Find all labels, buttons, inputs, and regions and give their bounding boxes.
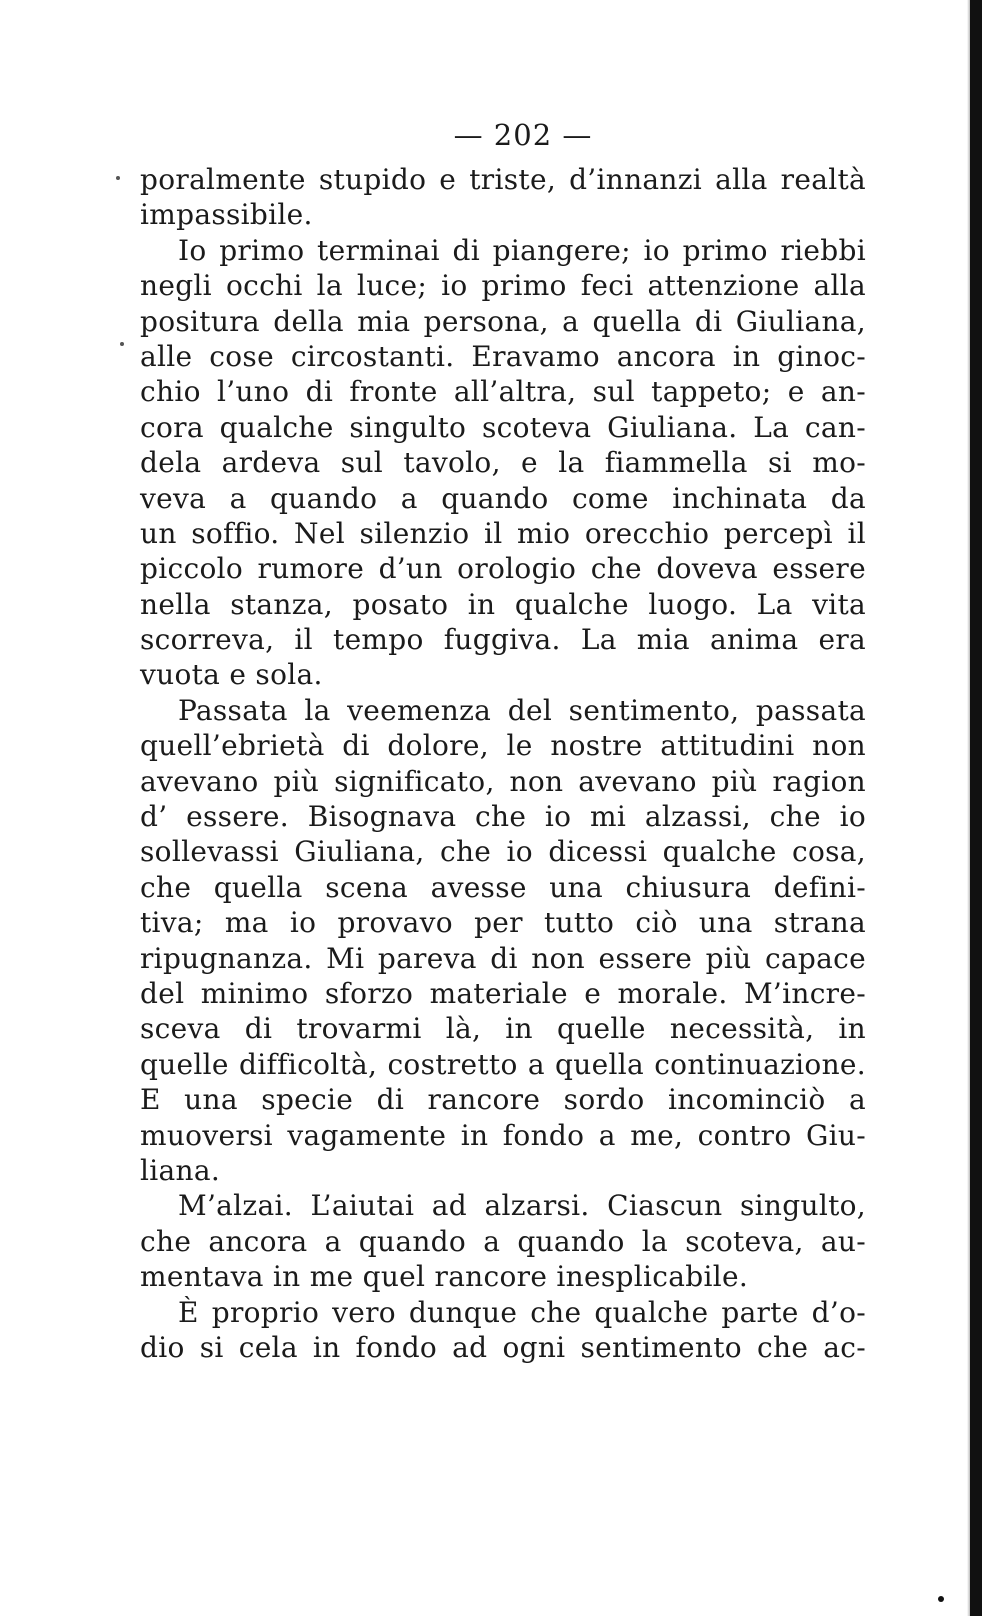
text-line: alle cose circostanti. Eravamo ancora in ginoc-: [140, 339, 866, 373]
text-line: positura della mia persona, a quella di Giuliana,: [140, 304, 866, 338]
text-line: negli occhi la luce; io primo feci attenzione alla: [140, 269, 866, 303]
text-line: quell’ebrietà di dolore, le nostre attitudini non: [140, 729, 866, 763]
text-line: piccolo rumore d’un orologio che doveva essere: [140, 552, 866, 586]
text-line: dio si cela in fondo ad ogni sentimento che ac-: [140, 1330, 866, 1364]
page-edge: [970, 0, 982, 1616]
text-line: Io primo terminai di piangere; io primo riebbi: [178, 233, 866, 267]
text-line: ripugnanza. Mi pareva di non essere più capace: [140, 941, 866, 975]
text-line: veva a quando a quando come inchinata da: [140, 481, 866, 515]
text-line: dela ardeva sul tavolo, e la fiammella si mo-: [140, 446, 866, 480]
margin-speck: [116, 176, 120, 180]
body-text: [140, 162, 866, 1365]
text-line: quelle difficoltà, costretto a quella continuazione.: [140, 1047, 866, 1081]
text-line: vuota e sola.: [140, 658, 323, 692]
text-line: muoversi vagamente in fondo a me, contro Giu-: [140, 1118, 866, 1152]
text-line: sollevassi Giuliana, che io dicessi qualche cosa,: [140, 835, 866, 869]
text-line: poralmente stupido e triste, d’innanzi alla realtà: [140, 163, 866, 196]
text-line: liana.: [140, 1153, 221, 1187]
text-line: mentava in me quel rancore inesplicabile.: [140, 1260, 749, 1294]
text-line: cora qualche singulto scoteva Giuliana. La can-: [140, 410, 866, 444]
page-number: — 202 —: [453, 118, 593, 152]
margin-speck: [120, 342, 124, 346]
text-line: che quella scena avesse una chiusura defini-: [140, 870, 866, 904]
text-line: E una specie di rancore sordo incominciò a: [140, 1083, 866, 1117]
text-line: Passata la veemenza del sentimento, passata: [178, 693, 866, 727]
text-line: scorreva, il tempo fuggiva. La mia anima era: [140, 623, 866, 657]
text-line: d’ essere. Bisognava che io mi alzassi, che io: [140, 800, 866, 834]
text-line: del minimo sforzo materiale e morale. M’incre-: [140, 976, 866, 1010]
text-line: È proprio vero dunque che qualche parte d’o-: [178, 1295, 866, 1329]
edge-mark: [938, 1596, 944, 1602]
text-line: che ancora a quando a quando la scoteva, au-: [140, 1224, 866, 1258]
text-line: M’alzai. L’aiutai ad alzarsi. Ciascun singulto,: [178, 1189, 866, 1223]
text-line: tiva; ma io provavo per tutto ciò una strana: [140, 906, 866, 940]
text-line: avevano più significato, non avevano più ragion: [140, 764, 866, 798]
text-line: un soffio. Nel silenzio il mio orecchio percepì il: [140, 516, 866, 550]
text-line: nella stanza, posato in qualche luogo. La vita: [140, 587, 866, 621]
text-line: sceva di trovarmi là, in quelle necessità, in: [140, 1012, 866, 1046]
text-line: impassibile.: [140, 198, 313, 232]
text-line: chio l’uno di fronte all’altra, sul tappeto; e an-: [140, 375, 866, 409]
